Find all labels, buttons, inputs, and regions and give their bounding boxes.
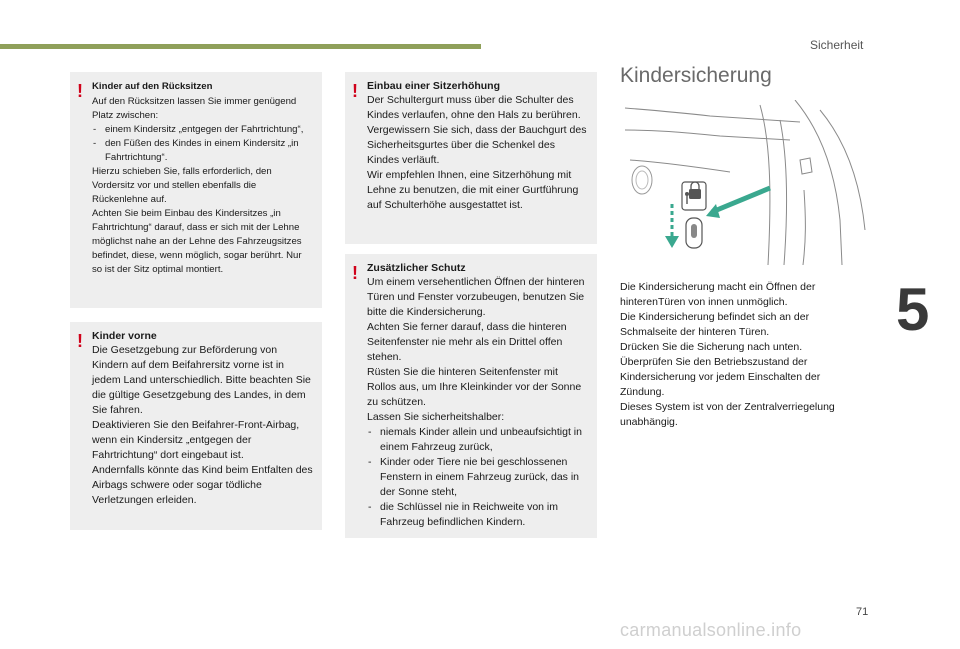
child-lock-illustration bbox=[620, 100, 870, 270]
warning-box-front bbox=[70, 322, 322, 530]
list-item: - niemals Kinder allein und unbeaufsichtigt in einem Fahrzeug zurück, bbox=[367, 425, 589, 455]
box-title: Kinder auf den Rücksitzen bbox=[92, 81, 213, 92]
body-text: Überprüfen Sie den Betriebszustand der Kindersicherung vor jedem Einschalten der Zündung. bbox=[620, 356, 821, 398]
list-item: - einem Kindersitz „entgegen der Fahrtrichtung“, bbox=[92, 123, 314, 137]
section-title: Sicherheit bbox=[810, 38, 864, 52]
page-number: 71 bbox=[856, 606, 869, 618]
box-text: Hierzu schieben Sie, falls erforderlich, den Vordersitz vor und stellen ebenfalls die Rückenlehne auf. bbox=[92, 166, 272, 205]
box-list bbox=[367, 425, 589, 530]
list-item: - Kinder oder Tiere nie bei geschlossenen Fenstern in einem Fahrzeug zurück, das in der Sonne steht, bbox=[367, 455, 589, 500]
body-text: Die Kindersicherung macht ein Öffnen der hinterenTüren von innen unmöglich. bbox=[620, 281, 816, 308]
list-item: - die Schlüssel nie in Reichweite von im Fahrzeug befindlichen Kindern. bbox=[367, 500, 589, 530]
warning-exclamation-icon: ! bbox=[352, 81, 358, 101]
box-text: Achten Sie beim Einbau des Kindersitzes „in Fahrtrichtung“ darauf, dass er sich mit der Lehne möglichst nahe an der Lehne des Fahrzeugsitzes befindet, diese, wenn möglich, sogar berührt. Nur so ist der Sitz optimal montiert. bbox=[92, 208, 302, 275]
door-outline-drawing bbox=[625, 100, 865, 265]
main-text bbox=[620, 280, 860, 430]
page-heading: Kindersicherung bbox=[620, 64, 772, 87]
warning-exclamation-icon: ! bbox=[77, 331, 83, 351]
box-text: Vergewissern Sie sich, dass der Bauchgurt des Sicherheitsgurtes über die Schenkel des Kindes verläuft. bbox=[367, 124, 587, 166]
body-text: Die Kindersicherung befindet sich an der Schmalseite der hinteren Türen. bbox=[620, 311, 810, 338]
box-text: Auf den Rücksitzen lassen Sie immer genügend Platz zwischen: bbox=[92, 96, 297, 121]
box-text: Rüsten Sie die hinteren Seitenfenster mit Rollos aus, um Ihre Kleinkinder vor der Sonne zu schützen. bbox=[367, 366, 582, 408]
box-title: Kinder vorne bbox=[92, 330, 157, 342]
watermark-text: carmanualsonline.info bbox=[620, 620, 802, 640]
warning-box-rear-seats bbox=[70, 72, 322, 308]
box-list bbox=[92, 123, 314, 165]
box-text: Achten Sie ferner darauf, dass die hinteren Seitenfenster nie mehr als ein Drittel offen stehen. bbox=[367, 321, 567, 363]
lock-lever-icon bbox=[686, 218, 702, 248]
press-down-arrow-icon bbox=[665, 204, 679, 248]
pointer-arrow-icon bbox=[706, 188, 770, 218]
box-text: Lassen Sie sicherheitshalber: bbox=[367, 411, 505, 423]
box-text: Andernfalls könnte das Kind beim Entfalten des Airbags schwere oder sogar tödliche Verletzungen erleiden. bbox=[92, 464, 313, 506]
box-title: Einbau einer Sitzerhöhung bbox=[367, 80, 501, 92]
body-text-step: Drücken Sie die Sicherung nach unten. bbox=[620, 341, 803, 353]
box-text: Um einem versehentlichen Öffnen der hinteren Türen und Fenster vorzubeugen, benutzen Sie bitte die Kindersicherung. bbox=[367, 276, 585, 318]
box-text: Wir empfehlen Ihnen, eine Sitzerhöhung mit Lehne zu benutzen, die mit einer Gurtführung auf Schulterhöhe ausgestattet ist. bbox=[367, 169, 579, 211]
box-text: Der Schultergurt muss über die Schulter des Kindes verlaufen, ohne den Hals zu berühren. bbox=[367, 94, 581, 121]
box-title: Zusätzlicher Schutz bbox=[367, 262, 466, 274]
warning-box-booster-seat bbox=[345, 72, 597, 244]
header-accent-bar bbox=[0, 44, 481, 49]
warning-box-additional-protection bbox=[345, 254, 597, 538]
list-item: - den Füßen des Kindes in einem Kindersitz „in Fahrtrichtung“. bbox=[92, 137, 314, 165]
box-text: Deaktivieren Sie den Beifahrer-Front-Airbag, wenn ein Kindersitz „entgegen der Fahrtrichtung“ dort eingebaut ist. bbox=[92, 419, 300, 461]
child-lock-symbol-icon bbox=[682, 182, 706, 210]
warning-exclamation-icon: ! bbox=[77, 81, 83, 101]
chapter-number: 5 bbox=[896, 276, 930, 343]
box-text: Die Gesetzgebung zur Beförderung von Kindern auf dem Beifahrersitz vorne ist in jedem Land unterschiedlich. Bitte beachten Sie die gültige Gesetzgebung des Landes, in dem Sie fahren. bbox=[92, 344, 311, 416]
body-text: Dieses System ist von der Zentralverriegelung unabhängig. bbox=[620, 401, 835, 428]
warning-exclamation-icon: ! bbox=[352, 263, 358, 283]
